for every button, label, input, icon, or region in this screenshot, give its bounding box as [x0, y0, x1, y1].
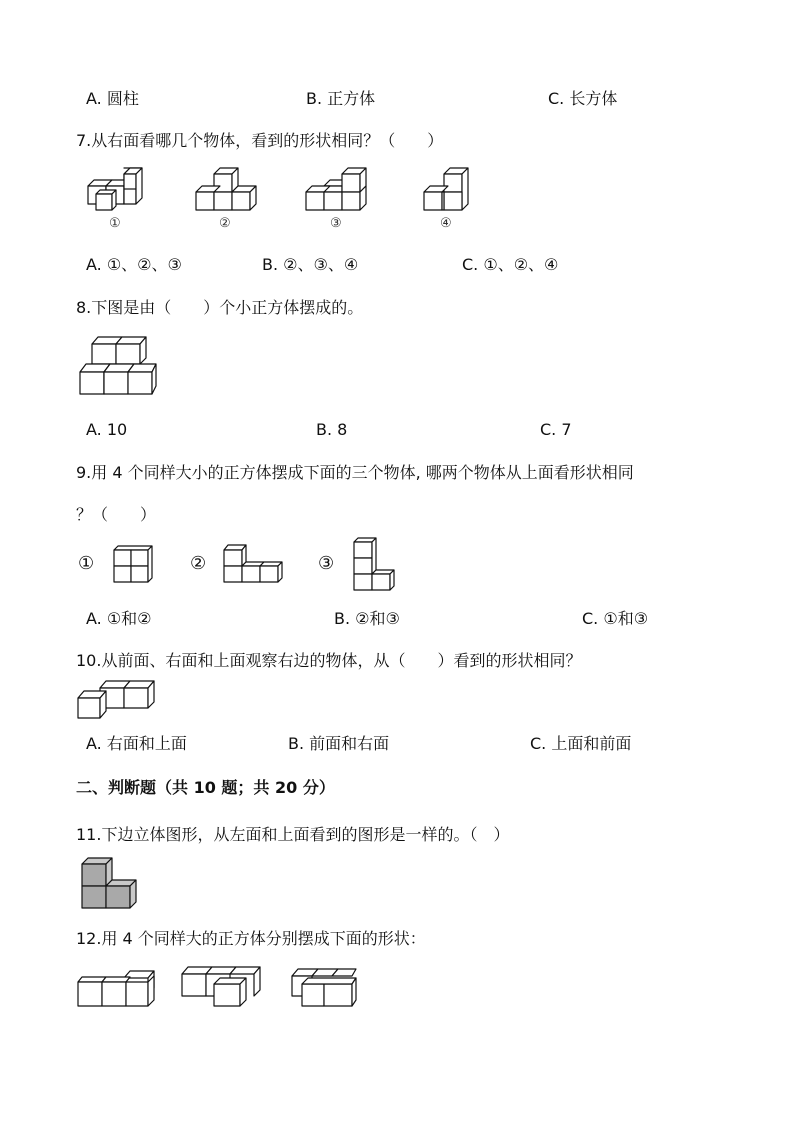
- q7-option-a: A. ①、②、③: [86, 255, 182, 274]
- q8-option-c: C. 7: [540, 420, 572, 439]
- q7-figure-2: [194, 166, 260, 214]
- q8-question: 8.下图是由（ ）个小正方体摆成的。: [76, 298, 364, 317]
- q10-option-c: C. 上面和前面: [530, 734, 632, 753]
- q12-figure-2: [180, 964, 266, 1010]
- q7-figure-3: [304, 166, 372, 214]
- q9-option-a: A. ①和②: [86, 609, 152, 628]
- q9-figure-1-label: ①: [78, 553, 95, 574]
- q9-figure-2: [222, 542, 286, 584]
- q9-figure-1: [112, 544, 156, 584]
- q7-figure-3-label: ③: [330, 216, 342, 231]
- q10-question: 10.从前面、右面和上面观察右边的物体，从（ ）看到的形状相同？: [76, 651, 582, 670]
- q8-option-b: B. 8: [316, 420, 348, 439]
- q9-figure-2-label: ②: [190, 553, 207, 574]
- q7-figure-1-label: ①: [109, 216, 121, 231]
- q10-figure: [76, 678, 160, 722]
- q11-figure: [80, 856, 140, 912]
- q11-question: 11.下边立体图形，从左面和上面看到的图形是一样的。（ ）: [76, 825, 510, 844]
- q12-question: 12.用 4 个同样大的正方体分别摆成下面的形状：: [76, 929, 426, 948]
- q9-question-cont: ？（ ）: [76, 505, 157, 524]
- q10-option-a: A. 右面和上面: [86, 734, 187, 753]
- q12-figure-1: [76, 968, 158, 1010]
- q9-figure-3-label: ③: [318, 553, 335, 574]
- q6-option-c: C. 长方体: [548, 89, 618, 108]
- q7-figure-4: [422, 166, 474, 214]
- q8-figure: [76, 334, 160, 396]
- q10-option-b: B. 前面和右面: [288, 734, 390, 753]
- q9-question: 9.用 4 个同样大小的正方体摆成下面的三个物体, 哪两个物体从上面看形状相同: [76, 463, 634, 482]
- q9-option-c: C. ①和③: [582, 609, 649, 628]
- q12-figure-3: [290, 964, 360, 1010]
- q6-option-b: B. 正方体: [306, 89, 376, 108]
- section-2-title: 二、判断题（共 10 题；共 20 分）: [76, 778, 335, 797]
- q6-option-a: A. 圆柱: [86, 89, 139, 108]
- q7-figure-1: [84, 166, 144, 214]
- q9-option-b: B. ②和③: [334, 609, 400, 628]
- q9-figure-3: [352, 537, 398, 593]
- q7-figure-2-label: ②: [219, 216, 231, 231]
- q7-question: 7.从右面看哪几个物体，看到的形状相同？（ ）: [76, 131, 444, 150]
- q7-option-b: B. ②、③、④: [262, 255, 359, 274]
- q7-option-c: C. ①、②、④: [462, 255, 559, 274]
- q7-figure-4-label: ④: [440, 216, 452, 231]
- q8-option-a: A. 10: [86, 420, 128, 439]
